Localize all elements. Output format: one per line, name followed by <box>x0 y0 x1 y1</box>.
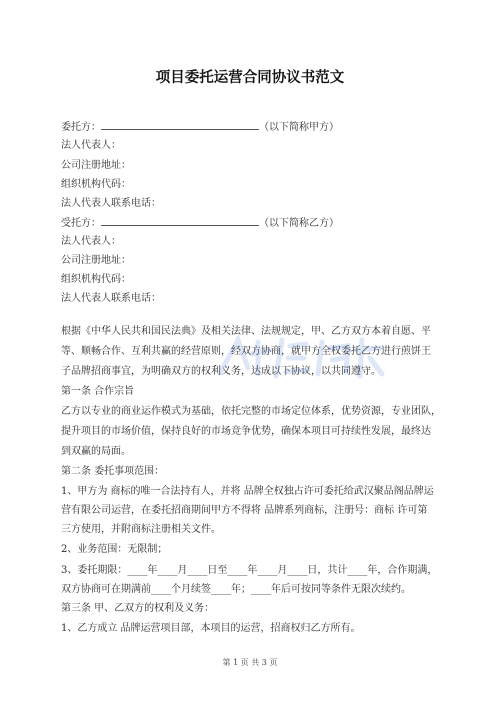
party-b-field-phone: 法人代表人联系电话： <box>61 293 161 304</box>
body-line: 1、甲方为 商标的唯一合法持有人，并将 品牌全权独占许可委托给武汉聚品阁品牌运 <box>61 486 434 497</box>
section-heading: 第一条 合作宗旨 <box>61 386 135 397</box>
body-line: 双方协商可在期满前____个月续签____年；____年后可按同等条件无限次续约。 <box>61 584 411 595</box>
party-b-label: 受托方： <box>61 218 101 229</box>
party-b-field-org-code: 组织机构代码： <box>61 274 131 285</box>
body-line: 根据《中华人民共和国民法典》及相关法律、法规规定，甲、乙方双方本着自愿、平 <box>61 326 431 337</box>
page-footer: 第 1 页 共 3 页 <box>222 658 278 667</box>
party-a-field-address: 公司注册地址： <box>61 160 131 171</box>
party-a-field-legal-rep: 法人代表人： <box>61 140 121 151</box>
party-b-field-legal-rep: 法人代表人： <box>61 236 121 247</box>
body-line: 提升项目的市场价值，保持良好的市场竞争优势，确保本项目可持续性发展，最终达 <box>61 426 431 437</box>
party-a-suffix: （以下简称甲方） <box>259 122 339 133</box>
party-b-suffix: （以下简称乙方） <box>259 218 339 229</box>
party-b-blank <box>101 215 259 226</box>
body-line: 营有限公司运营，在委托招商期间甲方不得将 品牌系列商标，注册号：商标 许可第 <box>61 505 428 516</box>
party-a-line <box>61 119 339 135</box>
party-a-blank <box>101 119 259 130</box>
body-line: 等、顺畅合作、互利共赢的经营原则，经双方协商，就甲方全权委托乙方进行煎饼王 <box>61 346 431 357</box>
body-line: 子品牌招商事宜，为明确双方的权利义务，达成以下协议，以共同遵守。 <box>61 366 381 377</box>
section-heading: 第二条 委托事项范围： <box>61 466 165 477</box>
party-a-label: 委托方： <box>61 122 101 133</box>
body-line: 1、乙方成立 品牌运营项目部，本项目的运营，招商权归乙方所有。 <box>61 623 361 634</box>
party-b-field-address: 公司注册地址： <box>61 255 131 266</box>
body-line: 到双赢的局面。 <box>61 446 131 457</box>
section-heading: 第三条 甲、乙双方的权利及义务： <box>61 603 215 614</box>
body-line: 乙方以专业的商业运作模式为基础，依托完整的市场定位体系，优势资源，专业团队， <box>61 406 441 417</box>
party-a-field-org-code: 组织机构代码： <box>61 179 131 190</box>
party-b-line <box>61 215 339 231</box>
document-title: 项目委托运营合同协议书范文 <box>155 70 345 86</box>
body-line: 3、委托期限：____年____月____日至____年____月____日，共计____年，合作期满， <box>61 565 438 576</box>
body-line: 三方使用，并附商标注册相关文件。 <box>61 524 221 535</box>
party-a-field-phone: 法人代表人联系电话： <box>61 198 161 209</box>
body-line: 2、业务范围：无限制； <box>61 544 168 555</box>
